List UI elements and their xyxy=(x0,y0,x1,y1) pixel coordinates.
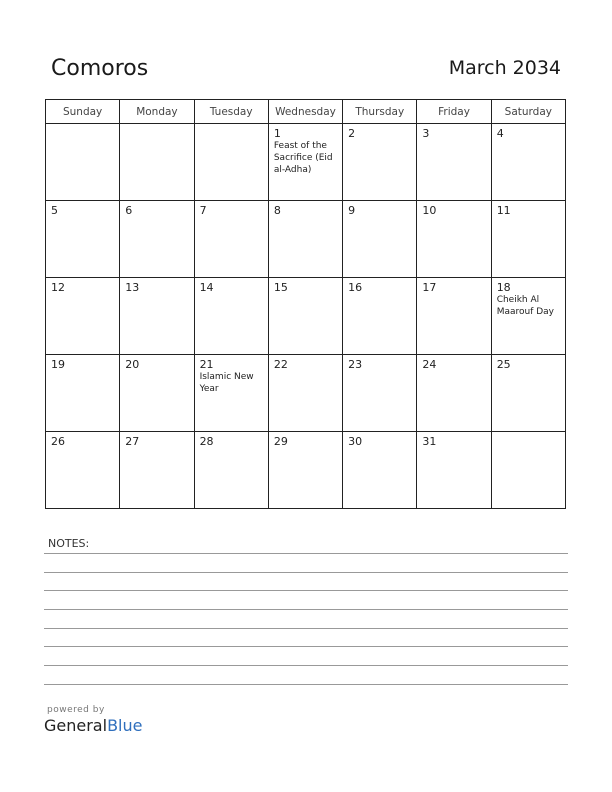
day-number: 4 xyxy=(496,127,504,140)
day-cell xyxy=(120,355,194,432)
day-number: 3 xyxy=(422,127,430,140)
day-cell xyxy=(343,124,417,201)
day-cell xyxy=(46,201,120,278)
day-cell xyxy=(343,201,417,278)
logo-text-general: General xyxy=(44,716,108,735)
day-cell xyxy=(268,124,342,201)
day-number: 29 xyxy=(273,435,288,448)
day-number: 12 xyxy=(51,281,65,294)
day-cell xyxy=(268,432,342,509)
week-row xyxy=(46,432,566,509)
day-cell xyxy=(343,432,417,509)
day-number: 18 xyxy=(496,281,511,294)
notes-line xyxy=(44,628,568,629)
notes-line xyxy=(44,646,568,647)
day-cell xyxy=(46,432,120,509)
day-cell xyxy=(120,201,194,278)
day-cell xyxy=(120,432,194,509)
day-cell xyxy=(194,432,268,509)
notes-line xyxy=(44,609,568,610)
weekday-header: Saturday xyxy=(491,100,565,124)
weekday-header: Wednesday xyxy=(268,100,342,124)
day-cell xyxy=(46,124,120,201)
day-cell xyxy=(343,278,417,355)
weekday-header: Monday xyxy=(120,100,194,124)
day-cell xyxy=(120,278,194,355)
day-cell xyxy=(491,278,565,355)
week-row xyxy=(46,201,566,278)
day-number: 2 xyxy=(348,127,356,140)
day-number: 30 xyxy=(348,435,363,448)
holiday-label: Feast of the Sacrifice (Eid al-Adha) xyxy=(273,141,333,175)
day-number: 13 xyxy=(125,281,140,294)
day-cell xyxy=(417,355,491,432)
day-number: 25 xyxy=(496,358,511,371)
day-cell xyxy=(194,278,268,355)
day-cell xyxy=(268,355,342,432)
week-row xyxy=(46,278,566,355)
day-cell xyxy=(46,278,120,355)
day-number: 15 xyxy=(273,281,288,294)
day-number: 17 xyxy=(422,281,437,294)
day-number: 9 xyxy=(348,204,356,217)
day-number: 27 xyxy=(125,435,140,448)
notes-line xyxy=(44,553,568,554)
holiday-label: Islamic New Year xyxy=(199,372,254,394)
weekday-header: Sunday xyxy=(46,100,120,124)
day-number: 1 xyxy=(273,127,281,140)
notes-line xyxy=(44,684,568,685)
day-number: 26 xyxy=(51,435,65,448)
notes-line xyxy=(44,572,568,573)
day-number: 5 xyxy=(51,204,58,217)
holiday-label: Cheikh Al Maarouf Day xyxy=(496,295,554,317)
day-number: 8 xyxy=(273,204,281,217)
day-number: 20 xyxy=(125,358,140,371)
weekday-header-row xyxy=(46,100,566,124)
day-number: 7 xyxy=(199,204,207,217)
day-number: 21 xyxy=(199,358,214,371)
day-number: 22 xyxy=(273,358,288,371)
calendar-grid xyxy=(45,99,566,509)
day-cell xyxy=(268,201,342,278)
day-cell xyxy=(194,355,268,432)
day-cell xyxy=(417,124,491,201)
day-number: 14 xyxy=(199,281,214,294)
notes-line xyxy=(44,590,568,591)
day-number: 16 xyxy=(348,281,363,294)
day-number: 23 xyxy=(348,358,363,371)
day-cell xyxy=(417,432,491,509)
day-number: 28 xyxy=(199,435,214,448)
day-number: 31 xyxy=(422,435,437,448)
day-cell xyxy=(491,124,565,201)
weekday-header: Friday xyxy=(417,100,491,124)
day-cell xyxy=(417,278,491,355)
notes-line xyxy=(44,665,568,666)
day-cell xyxy=(120,124,194,201)
day-cell xyxy=(194,201,268,278)
weekday-header: Thursday xyxy=(343,100,417,124)
logo-text-blue: Blue xyxy=(107,716,143,735)
powered-by-text: powered by xyxy=(47,705,105,715)
generalblue-logo xyxy=(44,716,142,735)
day-number: 6 xyxy=(125,204,133,217)
week-row xyxy=(46,355,566,432)
day-number: 11 xyxy=(496,204,511,217)
day-cell xyxy=(417,201,491,278)
day-number: 19 xyxy=(51,358,65,371)
notes-label: NOTES: xyxy=(48,537,90,550)
day-cell xyxy=(268,278,342,355)
day-cell xyxy=(491,432,565,509)
day-cell xyxy=(46,355,120,432)
day-number: 10 xyxy=(422,204,437,217)
day-cell xyxy=(343,355,417,432)
calendar-month-title: March 2034 xyxy=(448,57,561,79)
calendar-country-title: Comoros xyxy=(51,56,149,81)
weekday-header: Tuesday xyxy=(194,100,268,124)
day-cell xyxy=(491,355,565,432)
week-row xyxy=(46,124,566,201)
day-number: 24 xyxy=(422,358,437,371)
day-cell xyxy=(194,124,268,201)
day-cell xyxy=(491,201,565,278)
